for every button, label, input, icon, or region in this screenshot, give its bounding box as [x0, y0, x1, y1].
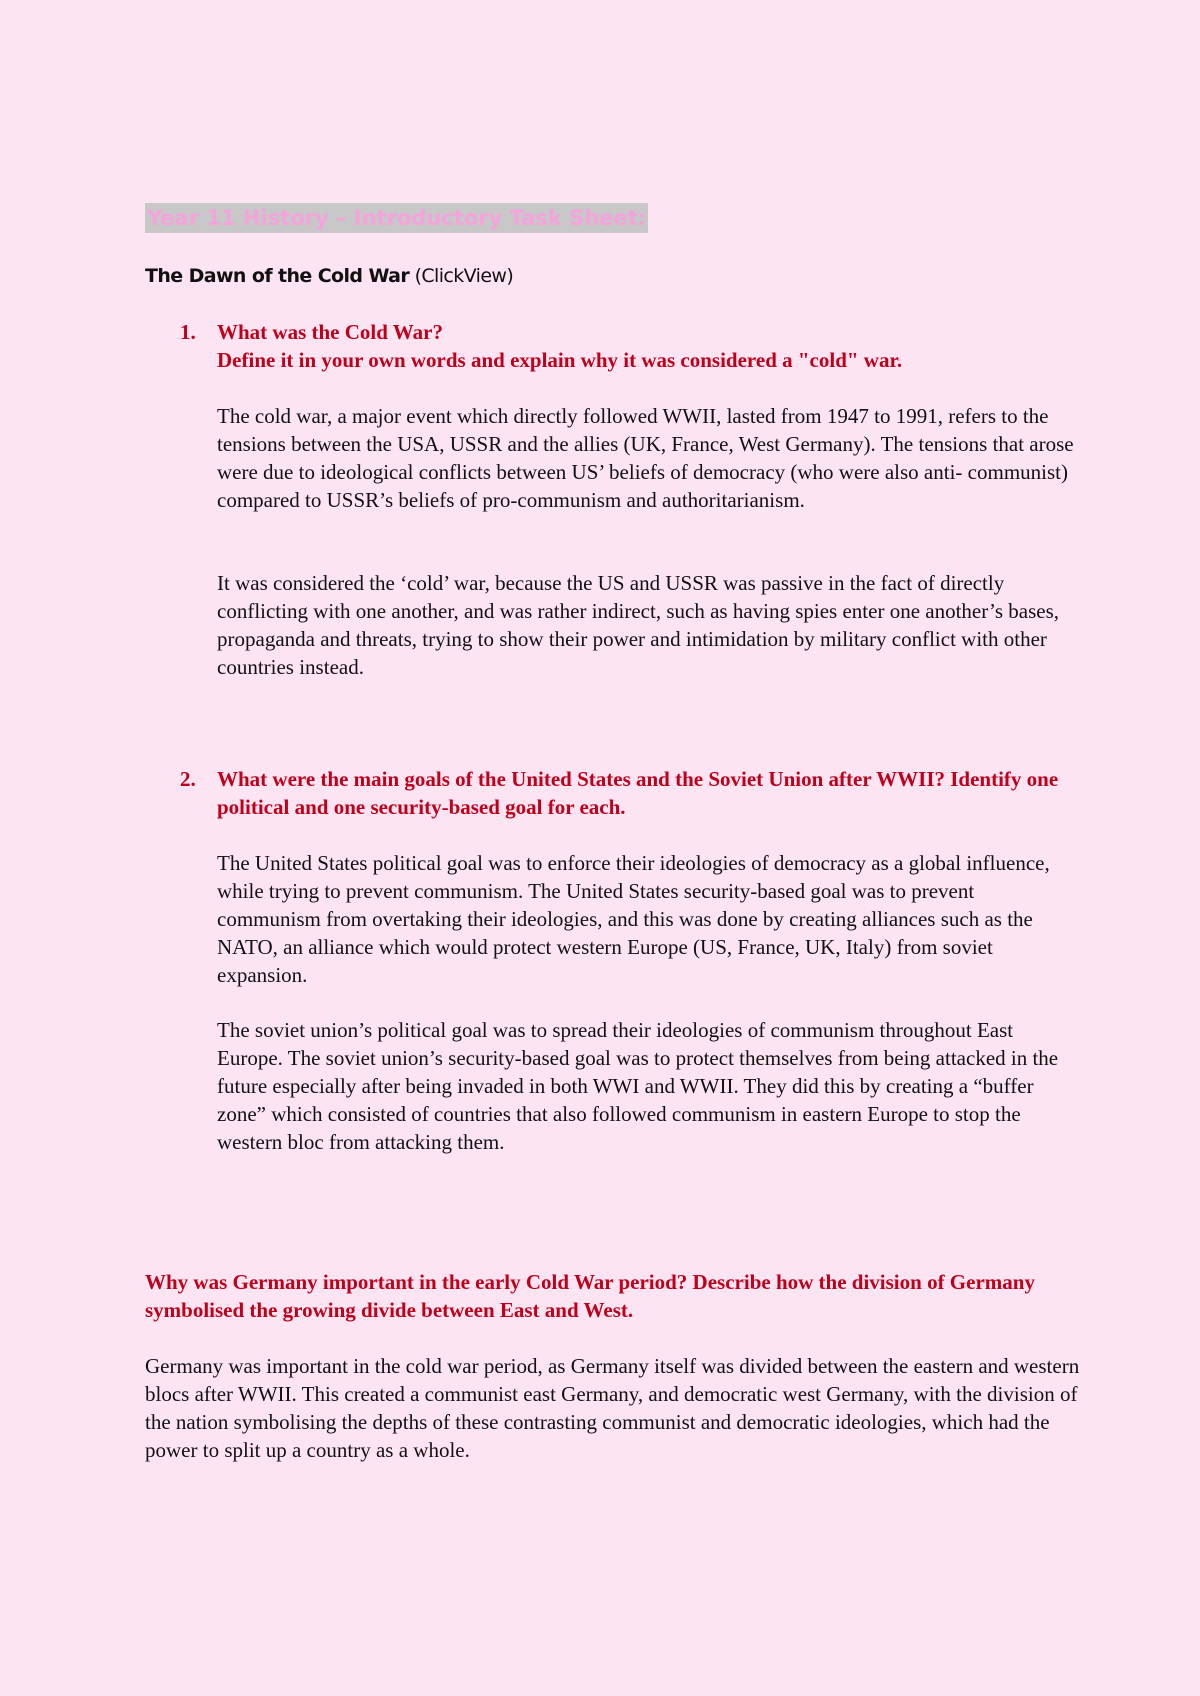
- question-2-title: What were the main goals of the United States and the Soviet Union after WWII? Identify one political and one security-based goal for each.: [217, 767, 1059, 819]
- question-1-answer-1: [217, 402, 1077, 514]
- question-1-answer-2: [217, 569, 1077, 681]
- section-heading-note: (ClickView): [414, 265, 514, 287]
- answer-paragraph: The soviet union’s political goal was to spread their ideologies of communism throughout East Europe. The soviet union’s security-based goal was to protect themselves from being attacked in the future especially after being invaded in both WWI and WWII. They did this by creating a “buffer zone” which consisted of countries that also followed communism in eastern Europe to stop the western bloc from attacking them.: [217, 1018, 1059, 1154]
- document-title: Year 11 History – Introductory Task Sheet:: [145, 203, 648, 233]
- section-heading-main: The Dawn of the Cold War: [145, 265, 410, 287]
- question-1: [180, 318, 1080, 374]
- germany-answer: Germany was important in the cold war period, as Germany itself was divided between the eastern and western blocs after WWII. This created a communist east Germany, and democratic west Germany, with the division of the nation symbolising the depths of these contrasting communist and democratic ideologies, which had the power to split up a country as a whole.: [145, 1354, 1080, 1462]
- question-1-number: 1.: [180, 320, 196, 344]
- answer-paragraph: The United States political goal was to enforce their ideologies of democracy as a global influence, while trying to prevent communism. The United States security-based goal was to prevent communism from overtaking their ideologies, and this was done by creating alliances such as the NATO, an alliance which would protect western Europe (US, France, UK, Italy) from soviet expansion.: [217, 851, 1050, 987]
- answer-paragraph: It was considered the ‘cold’ war, because the US and USSR was passive in the fact of directly conflicting with one another, and was rather indirect, such as having spies enter one another’s bases, propaganda and threats, trying to show their power and intimidation by military conflict with other countries instead.: [217, 571, 1060, 679]
- question-1-prompt: Define it in your own words and explain why it was considered a "cold" war.: [217, 348, 903, 372]
- question-2-answer-2: [217, 1016, 1077, 1156]
- question-1-title: What was the Cold War?: [217, 320, 443, 344]
- question-2: [180, 765, 1080, 821]
- question-2-number: 2.: [180, 767, 196, 791]
- answer-paragraph: The cold war, a major event which directly followed WWII, lasted from 1947 to 1991, refers to the tensions between the USA, USSR and the allies (UK, France, West Germany). The tensions that arose were due to ideological conflicts between US’ beliefs of democracy (who were also anti- communist) compared to USSR’s beliefs of pro-communism and authoritarianism.: [217, 404, 1074, 512]
- question-2-answer-1: [217, 849, 1077, 989]
- section-heading: [145, 263, 513, 289]
- germany-question: Why was Germany important in the early Cold War period? Describe how the division of Germany symbolised the growing divide between East and West.: [145, 1270, 1035, 1322]
